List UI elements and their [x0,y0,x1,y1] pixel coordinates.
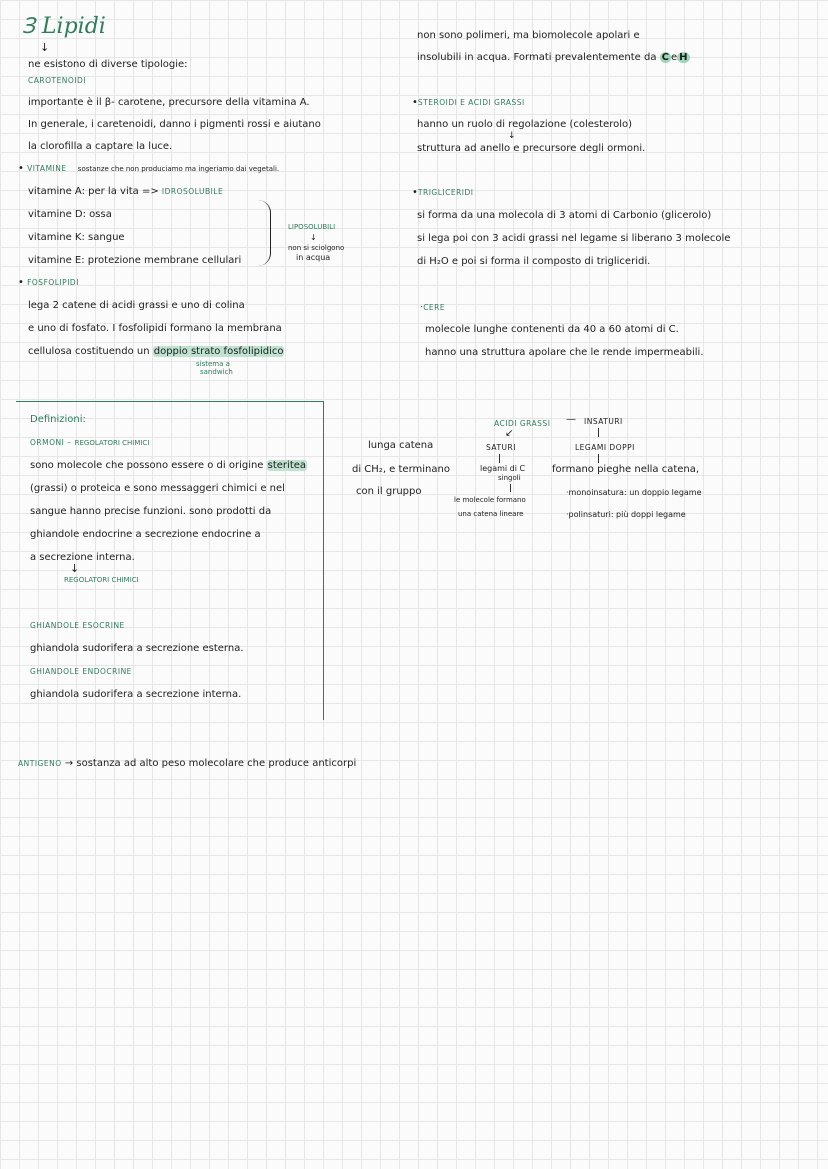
polinsaturi-text: ·polinsaturi: più doppi legame [566,510,686,519]
ormoni-line-2: (grassi) o proteica e sono messaggeri chimici e nel [30,483,285,494]
acidi-grassi-root: ACIDI GRASSI [494,419,551,428]
catena-lineare-text: una catena lineare [458,510,524,518]
steroidi-line-1: hanno un ruolo di regolazione (colesterolo) [417,119,633,130]
steritea-highlight: steritea [267,460,307,471]
vitamina-k-line: vitamine K: sangue [28,232,125,243]
legami-doppi-connector [598,454,599,463]
regolatori-chimici-sub: REGOLATORI CHIMICI [74,439,150,447]
singoli-connector [510,484,511,492]
carotenoidi-heading: CAROTENOIDI [28,76,87,85]
vitamine-desc: sostanze che non produciamo ma ingeriamo dai vegetali. [77,165,280,173]
lipidi-def-line-1: non sono polimeri, ma biomolecole apolari e [417,30,640,41]
vitamina-e-line: vitamine E: protezione membrane cellulari [28,255,242,266]
down-arrow-icon: ↓ [310,233,317,242]
endocrine-heading: GHIANDOLE ENDOCRINE [30,667,132,676]
bullet-icon: • [412,97,418,108]
down-arrow-icon: ↓ [40,41,50,54]
lunga-catena-text: lunga catena [368,440,434,451]
bullet-icon: • [412,187,418,198]
antigeno-row [18,758,356,770]
esocrine-line: ghiandola sudorifera a secrezione esterna. [30,643,244,654]
endocrine-line: ghiandola sudorifera a secrezione interna. [30,689,242,700]
ormoni-heading: ORMONI – [30,438,72,447]
legami-di-c-text: legami di C [480,464,526,473]
antigeno-text: sostanza ad alto peso molecolare che produce anticorpi [76,758,357,769]
pieghe-text: formano pieghe nella catena, [552,464,700,475]
cere-heading: CERE [423,303,446,312]
regolatori-chimici-note: REGOLATORI CHIMICI [64,576,139,584]
carotenoidi-line-2: In generale, i caretenoidi, danno i pigmenti rossi e aiutano [28,119,321,130]
esocrine-heading: GHIANDOLE ESOCRINE [30,621,125,630]
e-conjunction: e [670,52,678,63]
trigliceridi-line-3: di H₂O e poi si forma il composto di trigliceridi. [417,256,651,267]
doppio-strato-highlight: doppio strato fosfolipidico [153,346,284,357]
liposolubili-label: LIPOSOLUBILI [288,223,336,231]
singoli-text: singoli [498,474,521,482]
vitamina-d-line: vitamine D: ossa [28,209,112,220]
ormoni-row [30,437,149,449]
ormoni-line-1 [30,460,307,472]
steroidi-heading: STEROIDI E ACIDI GRASSI [417,98,525,107]
sandwich-note: sandwich [200,368,233,376]
fosfolipidi-row [18,277,79,289]
bullet-icon: · [420,302,424,313]
vitamine-heading: VITAMINE [27,164,67,173]
bullet-icon: • [18,277,24,288]
right-arrow-icon: → [64,758,74,769]
ch2-text: di CH₂, e terminano [352,464,450,475]
vitamina-a-text: vitamine A: per la vita => [28,186,162,197]
fosfolipidi-heading: FOSFOLIPIDI [27,278,79,287]
sistema-note: sistema a [196,360,230,368]
down-arrow-icon: ↓ [70,562,80,575]
down-arrow-icon: ↓ [508,131,516,141]
ormoni-line-1-text: sono molecole che possono essere o di origine [30,460,267,471]
cere-line-2: hanno una struttura apolare che le rende impermeabili. [425,347,704,358]
legami-doppi-label: LEGAMI DOPPI [575,443,635,452]
page-title: Ɜ Lipidi [22,14,106,39]
definizioni-title: Definizioni: [30,414,86,425]
antigeno-label: ANTIGENO [18,759,62,768]
lipidi-def-line-2 [417,52,690,64]
trigliceridi-line-1: si forma da una molecola di 3 atomi di Carbonio (glicerolo) [417,210,712,221]
non-si-sciolgono-note: non si sciolgono [288,244,345,252]
monoinsatura-text: ·monoinsatura: un doppio legame [566,488,702,497]
ormoni-line-5: a secrezione interna. [30,552,135,563]
intro-text: ne esistono di diverse tipologie: [28,59,188,70]
lipidi-def-line-2-text: insolubili in acqua. Formati prevalentemente da [417,52,660,63]
branch-arrow-icon: ↙ [505,428,514,439]
fosfolipidi-line-2: e uno di fosfato. I fosfolipidi formano la membrana [28,323,282,334]
root-dash: — [566,414,576,425]
insaturi-connector [598,428,599,437]
fosfolipidi-line-3-text: cellulosa costituendo un [28,346,153,357]
ormoni-line-3: sangue hanno precise funzioni. sono prodotti da [30,506,272,517]
gruppo-text: con il gruppo [356,486,422,497]
steroidi-row [412,97,525,109]
saturi-label: SATURI [486,443,516,452]
in-acqua-note: in acqua [296,253,331,262]
vitamine-row [18,163,279,175]
carotenoidi-line-1: importante è il β- carotene, precursore della vitamina A. [28,97,310,108]
molecole-formano-text: le molecole formano [454,496,526,504]
carotenoidi-line-3: la clorofilla a captare la luce. [28,141,173,152]
steroidi-line-2: struttura ad anello e precursore degli ormoni. [417,143,646,154]
bullet-icon: • [18,163,24,174]
trigliceridi-row [412,187,474,199]
fosfolipidi-line-1: lega 2 catene di acidi grassi e uno di colina [28,300,245,311]
trigliceridi-line-2: si lega poi con 3 acidi grassi nel legame si liberano 3 molecole [417,233,731,244]
carbon-symbol: C [661,52,669,63]
cere-row [420,302,445,314]
fosfolipidi-line-3 [28,346,284,358]
hydrogen-symbol: H [679,52,688,63]
brace-icon [258,200,271,266]
idrosolubile-tag: IDROSOLUBILE [161,187,224,196]
insaturi-label: INSATURI [584,417,623,426]
vitamina-a-line [28,186,223,198]
trigliceridi-heading: TRIGLICERIDI [417,188,474,197]
ormoni-line-4: ghiandole endocrine a secrezione endocrine a [30,529,261,540]
saturi-connector [499,454,500,463]
cere-line-1: molecole lunghe contenenti da 40 a 60 atomi di C. [425,324,679,335]
